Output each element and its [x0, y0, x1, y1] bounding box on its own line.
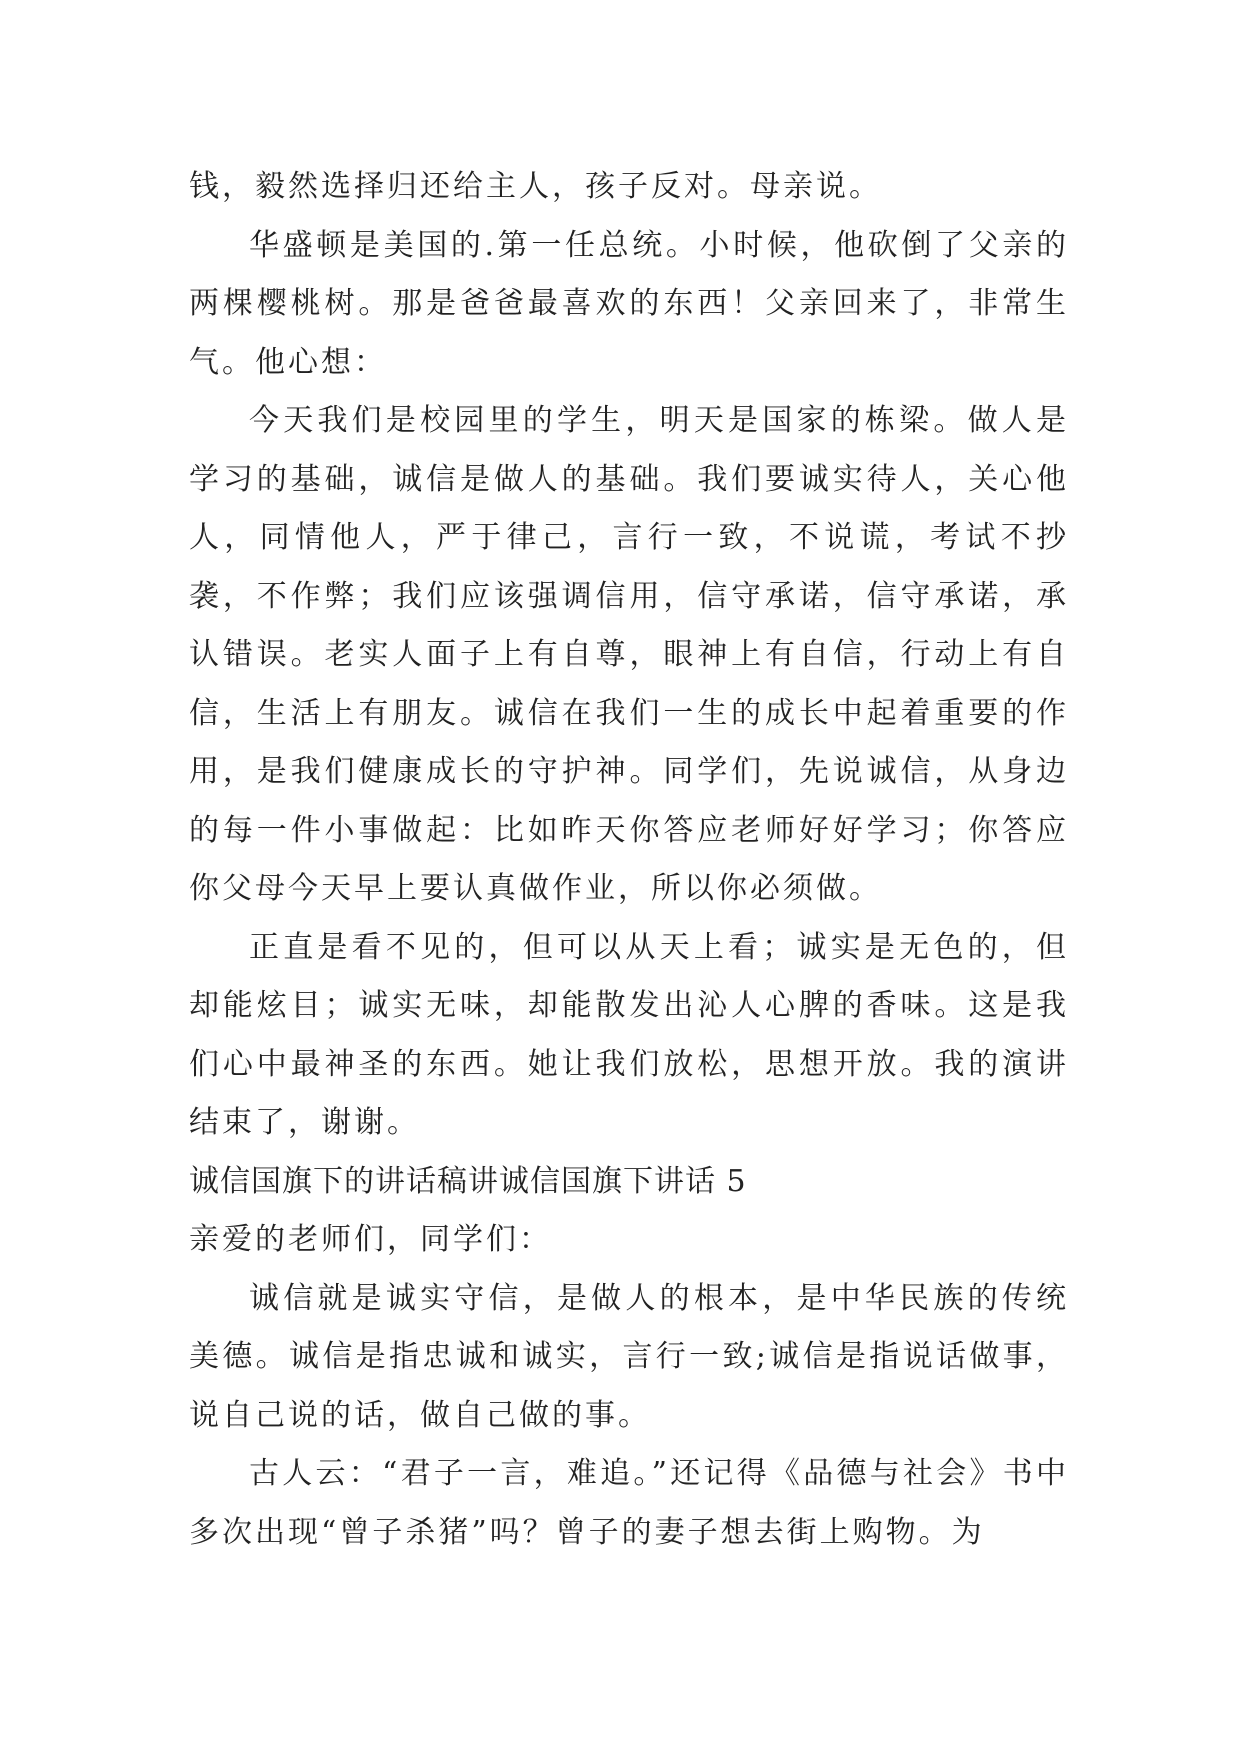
section-heading: 诚信国旗下的讲话稿讲诚信国旗下讲话 5	[189, 1163, 747, 1199]
document-body	[189, 158, 1069, 1562]
paragraph-students-integrity: 今天我们是校园里的学生，明天是国家的栋梁。做人是学习的基础，诚信是做人的基础。我们要诚实待人，关心他人，同情他人，严于律己，言行一致，不说谎，考试不抄袭，不作弊；我们应该强调信用，信守承诺，信守承诺，承认错误。老实人面子上有自尊，眼神上有自信，行动上有自信，生活上有朋友。诚信在我们一生的成长中起着重要的作用，是我们健康成长的守护神。同学们，先说诚信，从身边的每一件小事做起：比如昨天你答应老师好好学习；你答应你父母今天早上要认真做作业，所以你必须做。	[189, 403, 1069, 906]
salutation: 亲爱的老师们，同学们：	[189, 1222, 552, 1257]
paragraph-honesty-closing: 正直是看不见的，但可以从天上看；诚实是无色的，但却能炫目；诚实无味，却能散发出沁人心脾的香味。这是我们心中最神圣的东西。她让我们放松，思想开放。我的演讲结束了，谢谢。	[189, 929, 1069, 1140]
paragraph-washington: 华盛顿是美国的.第一任总统。小时候，他砍倒了父亲的两棵樱桃树。那是爸爸最喜欢的东西！父亲回来了，非常生气。他心想：	[189, 227, 1069, 380]
paragraph-continuation: 钱，毅然选择归还给主人，孩子反对。母亲说。	[189, 169, 882, 204]
paragraph-integrity-definition: 诚信就是诚实守信，是做人的根本，是中华民族的传统美德。诚信是指忠诚和诚实，言行一致;诚信是指说话做事，说自己说的话，做自己做的事。	[189, 1280, 1069, 1433]
paragraph-ancient-saying: 古人云：“君子一言，难追。”还记得《品德与社会》书中多次出现“曾子杀猪”吗？曾子的妻子想去街上购物。为	[189, 1456, 1069, 1550]
